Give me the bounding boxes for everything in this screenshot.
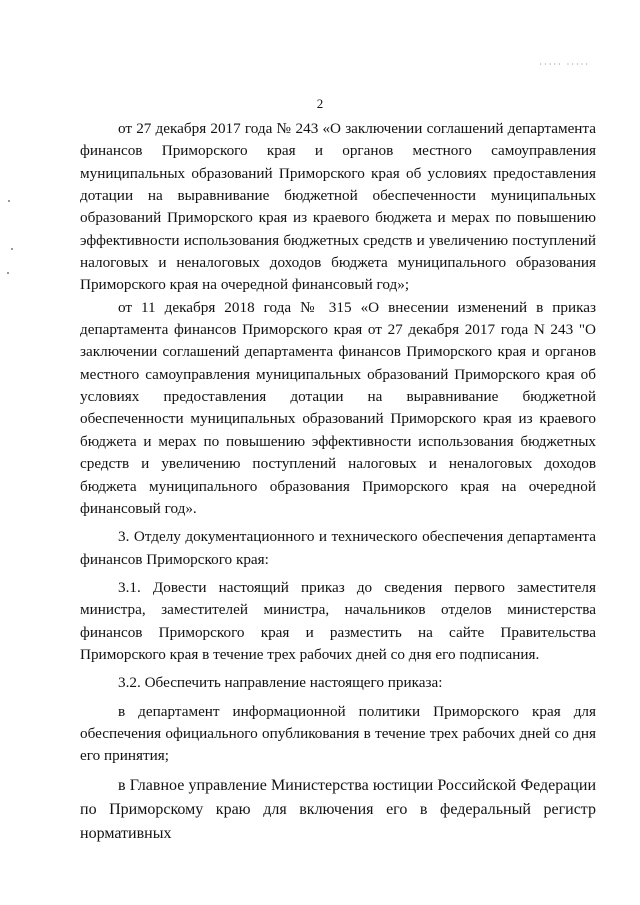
paragraph-item-3: 3. Отделу документационного и технического обеспечения департамента финансов Приморского края:: [80, 528, 596, 568]
paragraph-item-3-1: 3.1. Довести настоящий приказ до сведения первого заместителя министра, заместителей министра, начальников отделов министерства финансов Приморского края и разместить на сайте Правительства Приморского края в течение трех рабочих дней со дня его подписания.: [80, 578, 596, 663]
document-body: [80, 118, 596, 846]
scan-speck: [7, 272, 9, 274]
scan-speck: [8, 200, 10, 202]
paragraph-item-3-2-a: в департамент информационной политики Приморского края для обеспечения официального опубликования в течение трех рабочих дней со дня его принятия;: [80, 702, 596, 765]
paragraph-order-315: от 11 декабря 2018 года № 315 «О внесении изменений в приказ департамента финансов Приморского края от 27 декабря 2017 года N 243 "О заключении соглашений департамента финансов Приморского края и органов местного самоуправления муниципальных образований Приморского края об условиях предоставления дотации на выравнивание бюджетной обеспеченности муниципальных образований Приморского края из краевого бюджета и мерах по повышению эффективности использования бюджетных средств и увеличению поступлений налоговых и неналоговых доходов бюджета муниципального образования Приморского края на очередной финансовый год».: [80, 298, 596, 517]
scan-speck: [11, 248, 13, 250]
paragraph-item-3-2: 3.2. Обеспечить направление настоящего приказа:: [118, 674, 443, 692]
scan-specks: [6, 200, 16, 300]
paragraph-order-243: от 27 декабря 2017 года № 243 «О заключении соглашений департамента финансов Приморского края и органов местного самоуправления муниципальных образований Приморского края об условиях предоставления дотации на выравнивание бюджетной обеспеченности муниципальных образований Приморского края из краевого бюджета и мерах по повышению эффективности использования бюджетных средств и увеличению поступлений налоговых и неналоговых доходов бюджета муниципального образования Приморского края на очередной финансовый год»;: [80, 120, 596, 294]
header-mark: ····· ·····: [539, 60, 590, 69]
page-number: 2: [316, 96, 324, 111]
paragraph-item-3-2-b: в Главное управление Министерства юстиции Российской Федерации по Приморскому краю для включения его в федеральный регистр нормативных: [80, 776, 596, 842]
